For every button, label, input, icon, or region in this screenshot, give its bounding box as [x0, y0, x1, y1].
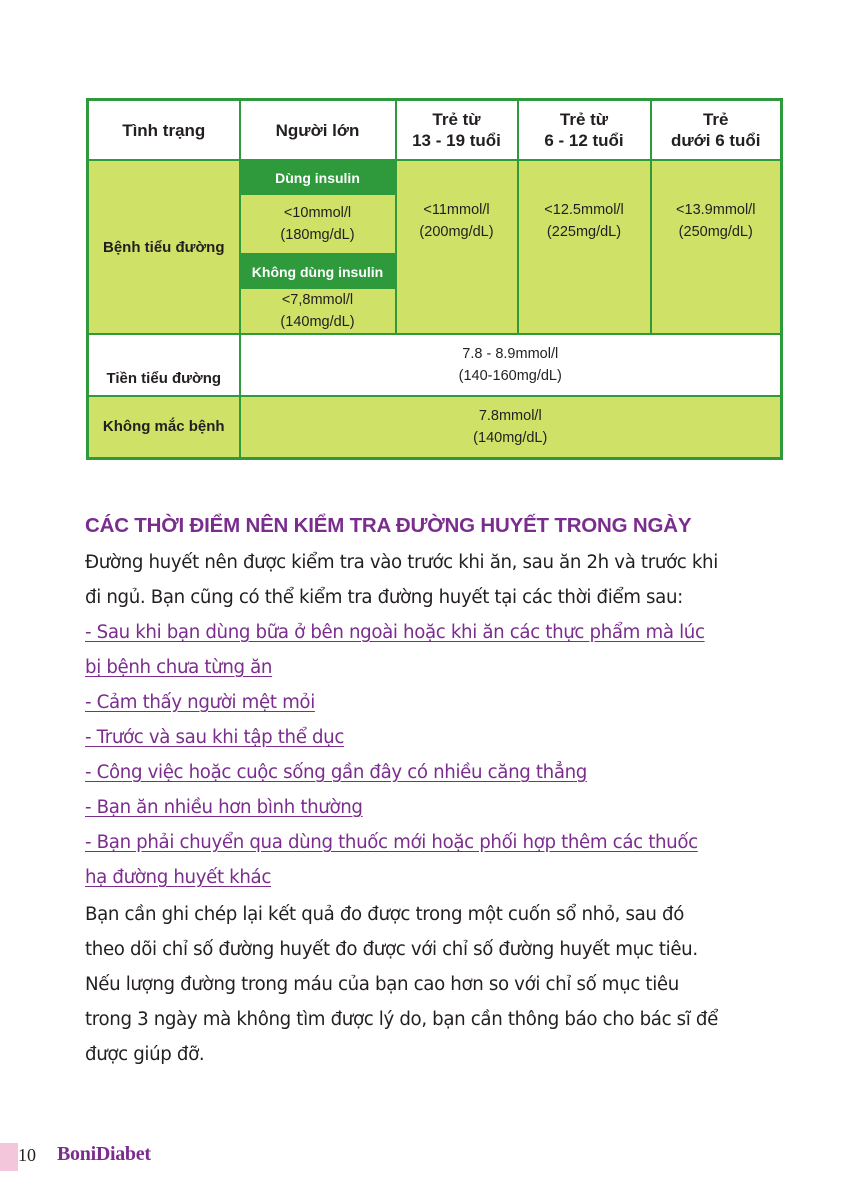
cell-small-diabetes: [651, 160, 782, 334]
row-label-healthy: [88, 396, 240, 458]
page-number: 10: [18, 1145, 36, 1165]
outro-line-1: Bạn cần ghi chép lại kết quả đo được trong một cuốn sổ nhỏ, sau đó: [85, 904, 684, 925]
list-item-link[interactable]: [85, 755, 785, 790]
table-header-row: [88, 100, 782, 161]
outro-line-4: trong 3 ngày mà không tìm được lý do, bạn cần thông báo cho bác sĩ để: [85, 1009, 718, 1030]
header-child: [518, 100, 651, 161]
cell-prediabetes-value: [240, 334, 782, 396]
list-item-4-text[interactable]: - Công việc hoặc cuộc sống gần đây có nhiều căng thẳng: [85, 762, 588, 783]
header-child-line1: Trẻ từ: [559, 110, 609, 129]
table-row-healthy: [88, 396, 782, 458]
header-small-line1: Trẻ: [702, 110, 729, 129]
cell-child-diabetes: [518, 160, 651, 334]
adult-insulin-label: Dùng insulin: [241, 161, 395, 195]
row-label-healthy-text: Không mắc bệnh: [102, 418, 225, 436]
header-adult-text: Người lớn: [275, 120, 360, 140]
list-item-5-text[interactable]: - Bạn ăn nhiều hơn bình thường: [85, 797, 363, 818]
teen-mgdl: (200mg/dL): [419, 224, 494, 240]
list-item-1-cont-text[interactable]: bị bệnh chưa từng ăn: [85, 657, 273, 678]
header-adult: [240, 100, 396, 161]
row-label-diabetes-text: Bệnh tiểu đường: [102, 238, 225, 256]
outro-line-2: theo dõi chỉ số đường huyết đo được với chỉ số đường huyết mục tiêu.: [85, 939, 698, 960]
adult-no-insulin-label: Không dùng insulin: [241, 253, 395, 289]
small-mmol: <13.9mmol/l: [676, 202, 756, 218]
cell-adult-diabetes: [240, 160, 396, 334]
header-small-line2: dưới 6 tuổi: [670, 131, 761, 150]
list-item-link[interactable]: [85, 790, 785, 825]
adult-no-insulin-mmol: <7,8mmol/l: [281, 292, 354, 308]
list-item-6-cont-text[interactable]: hạ đường huyết khác: [85, 867, 271, 888]
list-item-link[interactable]: [85, 860, 785, 895]
section-heading: CÁC THỜI ĐIỂM NÊN KIỂM TRA ĐƯỜNG HUYẾT TRONG NGÀY: [85, 514, 692, 537]
teen-mmol: <11mmol/l: [423, 202, 490, 218]
cell-teen-diabetes: [396, 160, 518, 334]
healthy-mmol: 7.8mmol/l: [478, 407, 542, 424]
header-teen: [396, 100, 518, 161]
list-item-6-text[interactable]: - Bạn phải chuyển qua dùng thuốc mới hoặc phối hợp thêm các thuốc: [85, 832, 698, 853]
list-item-2-text[interactable]: - Cảm thấy người mệt mỏi: [85, 692, 315, 713]
adult-insulin-mmol: <10mmol/l: [283, 205, 352, 221]
list-item-link[interactable]: [85, 720, 785, 755]
adult-split: [241, 161, 395, 333]
list-item-link[interactable]: [85, 685, 785, 720]
table-row-diabetes: [88, 160, 782, 334]
list-item-3-text[interactable]: - Trước và sau khi tập thể dục: [85, 727, 345, 748]
child-mgdl: (225mg/dL): [546, 224, 622, 240]
header-status-text: Tình trạng: [122, 120, 206, 140]
list-item-link[interactable]: [85, 650, 785, 685]
adult-insulin-value: [241, 195, 395, 253]
blood-glucose-table: [86, 98, 783, 460]
header-small-child: [651, 100, 782, 161]
adult-no-insulin-mgdl: (140mg/dL): [280, 314, 355, 330]
outro-line-3: Nếu lượng đường trong máu của bạn cao hơn so với chỉ số mục tiêu: [85, 974, 679, 995]
header-teen-line2: 13 - 19 tuổi: [412, 131, 501, 150]
header-child-line2: 6 - 12 tuổi: [544, 131, 624, 150]
row-label-prediabetes: [88, 334, 240, 396]
outro-line-5: được giúp đỡ.: [85, 1044, 205, 1065]
cell-healthy-value: [240, 396, 782, 458]
adult-insulin-mgdl: (180mg/dL): [280, 227, 355, 243]
list-item-1-text[interactable]: - Sau khi bạn dùng bữa ở bên ngoài hoặc khi ăn các thực phẩm mà lúc: [85, 622, 705, 643]
prediabetes-mmol: 7.8 - 8.9mmol/l: [462, 346, 559, 362]
brand-logo-text: BoniDiabet: [57, 1143, 151, 1165]
prediabetes-mgdl: (140-160mg/dL): [458, 368, 562, 384]
intro-line-1: Đường huyết nên được kiểm tra vào trước khi ăn, sau ăn 2h và trước khi: [85, 552, 718, 573]
footer-accent-bar: [0, 1143, 18, 1171]
table-row-prediabetes: [88, 334, 782, 396]
list-item-link[interactable]: [85, 615, 785, 650]
intro-line-2: đi ngủ. Bạn cũng có thể kiểm tra đường huyết tại các thời điểm sau:: [85, 587, 683, 608]
list-item-link[interactable]: [85, 825, 785, 860]
small-mgdl: (250mg/dL): [678, 224, 753, 240]
header-teen-line1: Trẻ từ: [432, 110, 481, 129]
healthy-mgdl: (140mg/dL): [473, 429, 548, 446]
child-mmol: <12.5mmol/l: [544, 202, 624, 218]
row-label-prediabetes-text: Tiền tiểu đường: [106, 370, 222, 387]
adult-no-insulin-value: [241, 289, 395, 333]
header-status: [88, 100, 240, 161]
row-label-diabetes: [88, 160, 240, 334]
